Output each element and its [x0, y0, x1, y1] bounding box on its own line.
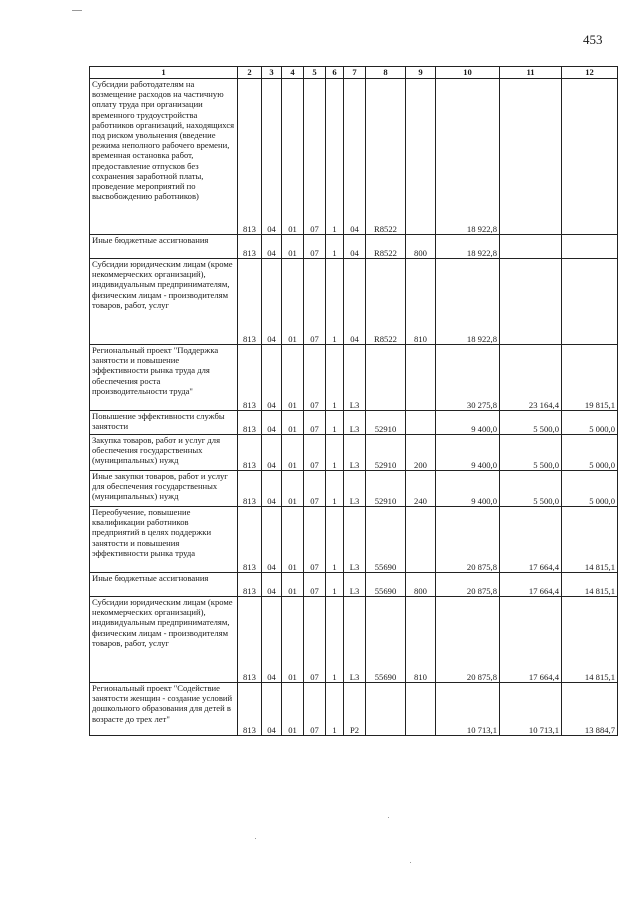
row-target-article — [366, 345, 406, 411]
header-col-2: 2 — [238, 67, 262, 79]
table-body — [90, 79, 618, 736]
table-row — [90, 435, 618, 471]
row-program: 07 — [304, 235, 326, 259]
budget-table — [89, 66, 618, 736]
header-col-8: 8 — [366, 67, 406, 79]
header-col-12: 12 — [562, 67, 618, 79]
row-name: Региональный проект "Содействие занятости женщин - создание условий дошкольного образования для детей в возрасте до трех лет" — [90, 683, 238, 736]
row-name: Иные закупки товаров, работ и услуг для обеспечения государственных (муниципальных) нужд — [90, 471, 238, 507]
row-name: Иные бюджетные ассигнования — [90, 235, 238, 259]
row-project: L3 — [344, 411, 366, 435]
header-col-1: 1 — [90, 67, 238, 79]
header-col-3: 3 — [262, 67, 282, 79]
header-col-10: 10 — [436, 67, 500, 79]
table-row — [90, 235, 618, 259]
row-amount-year2: 17 664,4 — [500, 507, 562, 573]
row-expense-type — [406, 683, 436, 736]
row-program: 07 — [304, 507, 326, 573]
row-amount-year3: 5 000,0 — [562, 435, 618, 471]
row-program: 07 — [304, 79, 326, 235]
table-row — [90, 471, 618, 507]
row-amount-year1: 18 922,8 — [436, 79, 500, 235]
row-name: Субсидии юридическим лицам (кроме некоммерческих организаций), индивидуальным предпринимателям, физическим лицам - производителям товаров, работ, услуг — [90, 597, 238, 683]
row-subsection: 01 — [282, 573, 304, 597]
row-project: L3 — [344, 345, 366, 411]
table-row — [90, 411, 618, 435]
row-subprogram: 1 — [326, 435, 344, 471]
row-target-article: R8522 — [366, 235, 406, 259]
row-amount-year3: 13 884,7 — [562, 683, 618, 736]
row-subsection: 01 — [282, 683, 304, 736]
row-amount-year2 — [500, 259, 562, 345]
table-row — [90, 259, 618, 345]
scan-speck — [255, 838, 256, 839]
row-amount-year2: 10 713,1 — [500, 683, 562, 736]
row-name: Субсидии юридическим лицам (кроме некоммерческих организаций), индивидуальным предпринимателям, физическим лицам - производителям товаров, работ, услуг — [90, 259, 238, 345]
row-admin-code: 813 — [238, 597, 262, 683]
row-admin-code: 813 — [238, 235, 262, 259]
table-row — [90, 507, 618, 573]
row-program: 07 — [304, 683, 326, 736]
row-target-article: 55690 — [366, 573, 406, 597]
row-target-article: 55690 — [366, 597, 406, 683]
row-subsection: 01 — [282, 435, 304, 471]
table-row — [90, 345, 618, 411]
row-section: 04 — [262, 683, 282, 736]
header-col-11: 11 — [500, 67, 562, 79]
row-section: 04 — [262, 235, 282, 259]
row-section: 04 — [262, 259, 282, 345]
row-target-article — [366, 683, 406, 736]
row-admin-code: 813 — [238, 411, 262, 435]
row-expense-type: 240 — [406, 471, 436, 507]
row-amount-year2: 5 500,0 — [500, 471, 562, 507]
row-section: 04 — [262, 345, 282, 411]
row-expense-type — [406, 79, 436, 235]
row-amount-year3 — [562, 79, 618, 235]
row-expense-type — [406, 345, 436, 411]
row-expense-type — [406, 411, 436, 435]
row-section: 04 — [262, 573, 282, 597]
header-col-7: 7 — [344, 67, 366, 79]
row-admin-code: 813 — [238, 345, 262, 411]
row-amount-year2: 17 664,4 — [500, 573, 562, 597]
row-amount-year1: 9 400,0 — [436, 411, 500, 435]
row-program: 07 — [304, 573, 326, 597]
row-amount-year1: 10 713,1 — [436, 683, 500, 736]
row-amount-year2: 5 500,0 — [500, 411, 562, 435]
row-program: 07 — [304, 471, 326, 507]
row-section: 04 — [262, 471, 282, 507]
row-target-article: 52910 — [366, 411, 406, 435]
row-project: L3 — [344, 507, 366, 573]
row-subprogram: 1 — [326, 471, 344, 507]
row-amount-year3: 19 815,1 — [562, 345, 618, 411]
row-name: Переобучение, повышение квалификации работников предприятий в целях поддержки занятости и повышения эффективности рынка труда — [90, 507, 238, 573]
row-amount-year2: 23 164,4 — [500, 345, 562, 411]
row-program: 07 — [304, 411, 326, 435]
row-subsection: 01 — [282, 79, 304, 235]
row-subprogram: 1 — [326, 573, 344, 597]
row-subsection: 01 — [282, 597, 304, 683]
scan-speck — [410, 862, 411, 863]
row-amount-year1: 20 875,8 — [436, 573, 500, 597]
row-amount-year1: 30 275,8 — [436, 345, 500, 411]
row-subsection: 01 — [282, 411, 304, 435]
row-subprogram: 1 — [326, 345, 344, 411]
row-target-article: 52910 — [366, 471, 406, 507]
row-amount-year1: 20 875,8 — [436, 597, 500, 683]
row-amount-year1: 18 922,8 — [436, 259, 500, 345]
row-expense-type: 810 — [406, 597, 436, 683]
row-name: Иные бюджетные ассигнования — [90, 573, 238, 597]
row-amount-year1: 18 922,8 — [436, 235, 500, 259]
row-expense-type: 800 — [406, 235, 436, 259]
row-subsection: 01 — [282, 471, 304, 507]
row-subprogram: 1 — [326, 411, 344, 435]
table-header-row — [90, 67, 618, 79]
row-amount-year3 — [562, 235, 618, 259]
scan-speck — [72, 10, 82, 11]
row-name: Закупка товаров, работ и услуг для обеспечения государственных (муниципальных) нужд — [90, 435, 238, 471]
table-row — [90, 683, 618, 736]
page-number: 453 — [583, 32, 603, 47]
row-amount-year1: 9 400,0 — [436, 435, 500, 471]
row-amount-year3: 14 815,1 — [562, 597, 618, 683]
row-subsection: 01 — [282, 345, 304, 411]
row-program: 07 — [304, 597, 326, 683]
row-amount-year3: 14 815,1 — [562, 573, 618, 597]
row-amount-year2 — [500, 235, 562, 259]
row-subsection: 01 — [282, 235, 304, 259]
row-expense-type: 200 — [406, 435, 436, 471]
row-amount-year3 — [562, 259, 618, 345]
row-section: 04 — [262, 435, 282, 471]
row-section: 04 — [262, 79, 282, 235]
header-col-9: 9 — [406, 67, 436, 79]
row-amount-year3: 14 815,1 — [562, 507, 618, 573]
row-expense-type: 810 — [406, 259, 436, 345]
table-row — [90, 573, 618, 597]
row-admin-code: 813 — [238, 435, 262, 471]
header-col-4: 4 — [282, 67, 304, 79]
row-amount-year3: 5 000,0 — [562, 471, 618, 507]
row-amount-year3: 5 000,0 — [562, 411, 618, 435]
scan-speck — [388, 817, 389, 818]
row-program: 07 — [304, 259, 326, 345]
table-row — [90, 597, 618, 683]
row-subprogram: 1 — [326, 597, 344, 683]
row-expense-type: 800 — [406, 573, 436, 597]
row-project: P2 — [344, 683, 366, 736]
row-admin-code: 813 — [238, 507, 262, 573]
row-project: 04 — [344, 235, 366, 259]
row-project: L3 — [344, 471, 366, 507]
row-project: L3 — [344, 435, 366, 471]
row-subprogram: 1 — [326, 683, 344, 736]
row-expense-type — [406, 507, 436, 573]
row-project: L3 — [344, 573, 366, 597]
row-target-article: 55690 — [366, 507, 406, 573]
row-name: Субсидии работодателям на возмещение расходов на частичную оплату труда при организации временного трудоустройства работников организаций, находящихся под риском увольнения (введение режима неполного рабочего времени, временная остановка работ, предоставление отпусков без сохранения заработной платы, проведение мероприятий по высвобождению работников) — [90, 79, 238, 235]
row-admin-code: 813 — [238, 259, 262, 345]
row-admin-code: 813 — [238, 573, 262, 597]
row-section: 04 — [262, 597, 282, 683]
row-subprogram: 1 — [326, 507, 344, 573]
row-project: 04 — [344, 259, 366, 345]
row-program: 07 — [304, 345, 326, 411]
row-name: Региональный проект "Поддержка занятости и повышение эффективности рынка труда для обеспечения роста производительности труда" — [90, 345, 238, 411]
row-section: 04 — [262, 507, 282, 573]
row-target-article: R8522 — [366, 79, 406, 235]
row-admin-code: 813 — [238, 683, 262, 736]
table-row — [90, 79, 618, 235]
row-subsection: 01 — [282, 259, 304, 345]
row-project: L3 — [344, 597, 366, 683]
header-col-6: 6 — [326, 67, 344, 79]
row-target-article: 52910 — [366, 435, 406, 471]
row-amount-year2 — [500, 79, 562, 235]
row-program: 07 — [304, 435, 326, 471]
row-target-article: R8522 — [366, 259, 406, 345]
row-amount-year1: 20 875,8 — [436, 507, 500, 573]
header-col-5: 5 — [304, 67, 326, 79]
row-amount-year2: 17 664,4 — [500, 597, 562, 683]
row-subprogram: 1 — [326, 235, 344, 259]
row-subsection: 01 — [282, 507, 304, 573]
row-subprogram: 1 — [326, 259, 344, 345]
row-amount-year1: 9 400,0 — [436, 471, 500, 507]
row-project: 04 — [344, 79, 366, 235]
row-admin-code: 813 — [238, 79, 262, 235]
row-admin-code: 813 — [238, 471, 262, 507]
row-subprogram: 1 — [326, 79, 344, 235]
row-section: 04 — [262, 411, 282, 435]
row-amount-year2: 5 500,0 — [500, 435, 562, 471]
row-name: Повышение эффективности службы занятости — [90, 411, 238, 435]
